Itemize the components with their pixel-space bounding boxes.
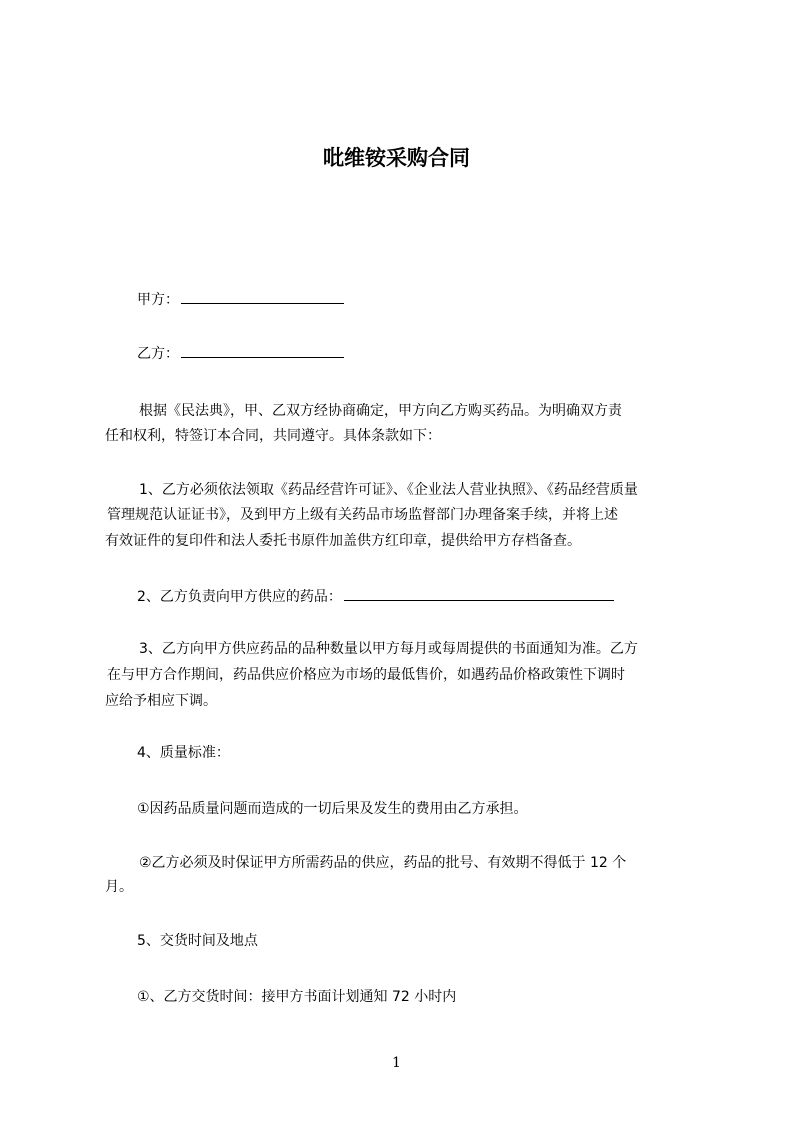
clause-3-line-3: 应给予相应下调。 (105, 693, 217, 709)
clause-3-line-2: 在与甲方合作期间，药品供应价格应为市场的最低售价，如遇药品价格政策性下调时 (107, 667, 625, 683)
clause-4-item-2-line-2: 月。 (105, 879, 133, 895)
party-a-label: 甲方： (137, 292, 179, 308)
clause-1-line-3: 有效证件的复印件和法人委托书原件加盖供方红印章，提供给甲方存档备查。 (105, 533, 581, 549)
intro-line-1: 根据《民法典》，甲、乙双方经协商确定，甲方向乙方购买药品。为明确双方责 (139, 403, 622, 419)
intro-line-2: 任和权利，特签订本合同，共同遵守。具体条款如下： (105, 428, 441, 444)
clause-3-line-1: 3、乙方向甲方供应药品的品种数量以甲方每月或每周提供的书面通知为准。乙方 (139, 641, 638, 657)
party-b-line (137, 340, 737, 368)
clause-5-heading: 5、交货时间及地点 (137, 933, 258, 949)
party-b-label: 乙方： (137, 346, 179, 362)
party-b-blank[interactable] (181, 343, 344, 358)
document-title: 吡维铵采购合同 (323, 146, 470, 170)
party-a-blank[interactable] (181, 289, 344, 304)
clause-4-item-1: ①因药品质量问题而造成的一切后果及发生的费用由乙方承担。 (137, 801, 528, 817)
clause-2-line (137, 583, 737, 611)
clause-4-heading: 4、质量标准： (137, 745, 230, 761)
clause-2-label: 2、乙方负责向甲方供应的药品： (137, 589, 342, 605)
clause-5-item-1: ①、乙方交货时间：接甲方书面计划通知 72 小时内 (137, 989, 457, 1005)
clause-2-blank[interactable] (344, 586, 614, 601)
page-number: 1 (392, 1055, 401, 1071)
clause-1-line-1: 1、乙方必须依法领取《药品经营许可证》、《企业法人营业执照》、《药品经营质量 (139, 482, 638, 498)
party-a-line (137, 286, 737, 314)
clause-4-item-2-line-1: ②乙方必须及时保证甲方所需药品的供应，药品的批号、有效期不得低于 12 个 (139, 855, 627, 871)
clause-1-line-2: 管理规范认证证书》，及到甲方上级有关药品市场监督部门办理备案手续，并将上述 (107, 507, 618, 523)
